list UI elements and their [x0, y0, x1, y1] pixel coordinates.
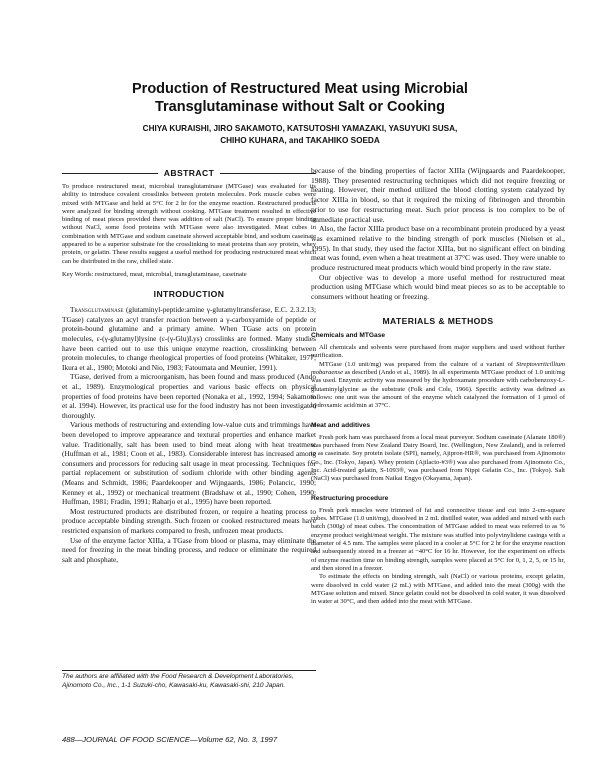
heading-rule-left	[62, 173, 158, 174]
authors-line-2: CHIHO KUHARA, and TAKAHIKO SOEDA	[220, 136, 380, 145]
left-column	[62, 166, 316, 564]
authors-line-1: CHIYA KURAISHI, JIRO SAKAMOTO, KATSUTOSHI YAMAZAKI, YASUYUKI SUSA,	[142, 124, 458, 133]
introduction-heading: INTRODUCTION	[153, 289, 225, 300]
footnote-divider	[62, 670, 316, 671]
intro-continued-paragraph-2: Also, the factor XIIIa product base on a recombinant protein produced by a yeast was examined relative to the binding strength of pork muscles (Nielsen et al., 1995). In that study, they used the factor XIIIa, but no significant effect on binding meat was found, even when a heat treatment at 37°C was used. They were unable to produce restructured meat products which would bind properly in the raw state.	[311, 224, 565, 273]
intro-paragraph-4: Most restructured products are distributed frozen, or require a heating process to produce acceptable binding strength. Such frozen or cooked restructured meats have restricted expansion of markets compared to fresh, unfrozen meat products.	[62, 506, 316, 535]
restructuring-paragraph-2: To estimate the effects on binding strength, salt (NaCl) or various proteins, except gelatin, were dissolved in cold water (2 mL) with MTGase, and added into the meat (300g) with the MTGase solution and mixed. Since gelatin could not be dissolved in cold water, it was dissolved in water at 30°C, and then added into the meat with MTGase.	[311, 573, 565, 606]
restructuring-paragraph-1: Fresh pork muscles were trimmed of fat and connective tissue and cut into 2-cm-square cubes. MTGase (1.0 unit/mg), dissolved in 2 mL distilled water, was added and mixed with each batch (300g) of meat cubes. The concentration of MTGase added to meat was referred to as % enzyme product weight/meat weight. The mixture was stuffed into polyvinylidene casings with a diameter of 4.5 mm. The samples were placed in a cooler at 5°C for 2 hr for the enzyme reaction and subsequently stored in a freezer at −40°C for 16 hr. However, for the experiment on effects of enzyme reaction time on binding strength, samples were placed at 5°C for 0, 1, 2, 5, or 15 hr, and then stored in a freezer.	[311, 506, 565, 573]
abstract-text: To produce restructured meat, microbial transglutaminase (MTGase) was evaluated for its ability to introduce covalent crosslinks between protein molecules. Pork muscle cubes were mixed with MTGase and held at 5°C for 2 hr for the enzyme reaction. Restructured products were analyzed for binding strength without cooking. MTGase treatment resulted in effective binding of meat pieces provided there was addition of salt (NaCl). To ensure proper binding without NaCl, some food proteins with MTGase were also investigated. Meat cubes in combination with MTGase and sodium caseinate showed acceptable bind, and sodium caseinate appeared to be a superior substrate for the crosslinking to meat proteins than soy protein, whey protein, or gelatin. These results suggest a useful method for producing restructured meat which can be distributed in the raw, chilled state.	[62, 183, 316, 265]
keywords: Key Words: restructured, meat, microbial, transglutaminase, caseinate	[62, 270, 247, 278]
chemicals-paragraph-2: MTGase (1.0 unit/mg) was prepared from the culture of a variant of Streptoverticillium mobaraense as described (Ando et al., 1989). In all experiments MTGase product of 1.0 unit/mg was used. Enzymic activity was measured by the hydroxamate procedure with carbobenzoxy-L-glutaminylglycine as the substrate (Folk and Cole, 1966). Specific activity was defined as follows: one unit was the amount of the enzyme which catalyzed the formation of 1 µmol of hydroxamic acid/min at 37°C.	[311, 360, 565, 410]
title-line-2: Transglutaminase without Salt or Cooking	[154, 99, 446, 115]
subheading-meat-additives: Meat and additives	[311, 421, 370, 429]
author-list	[0, 123, 600, 147]
species-name: Streptoverticillium mobaraense	[311, 360, 565, 376]
methods-heading: MATERIALS & METHODS	[382, 315, 494, 326]
chemicals-paragraph-1: All chemicals and solvents were purchased from major suppliers and used without further purification.	[311, 343, 565, 360]
right-column	[311, 166, 565, 607]
heading-rule-right	[220, 173, 316, 174]
subheading-chemicals: Chemicals and MTGase	[311, 331, 386, 339]
page-footer: 488—JOURNAL OF FOOD SCIENCE—Volume 62, No. 3, 1997	[62, 735, 278, 744]
author-affiliation-footnote: The authors are affiliated with the Food Research & Development Laboratories, Ajinomoto Co., Inc., 1-1 Suzuki-cho, Kawasaki-ku, Kawasaki-shi, 210 Japan.	[62, 673, 294, 689]
meat-additives-paragraph: Fresh pork ham was purchased from a local meat purveyor. Sodium caseinate (Alanate 180®) was purchased from New Zealand Dairy Board, Inc. (Wellington, New Zealand), and is referred to as caseinate. Soy protein isolate (SPI), namely, Ajipron-HR®, was purchased from Ajinomoto Co., Inc. (Tokyo, Japan). Whey protein (Ajilacto-#3®) was also purchased from Ajinomoto Co., Inc. Acid-treated gelatin, S-1093®, was purchased from Nippi Gelatin Co., Inc. (Tokyo). Salt (NaCl) was purchased from Naikai Engyo (Okayama, Japan).	[311, 433, 565, 483]
intro-paragraph-1: Transglutaminase (glutaminyl-peptide:amine γ-glutamyltransferase, E.C. 2.3.2.13; TGase) catalyzes an acyl transfer reaction between a γ-carboxyamide of peptide or protein-bound glutamine and a primary amine. When TGase acts on protein molecules, ε-(γ-glutamyl)lysine (ε-(γ-Glu)Lys) crosslinks are formed. Many studies have been carried out to use this unique enzyme reaction, crosslinking between protein molecules, to change rheological properties of food proteins (Whitaker, 1977; Ikura et al., 1980; Motoki and Nio, 1983; Fatoumata and Meunier, 1991).	[62, 305, 316, 372]
intro-continued-paragraph-1: because of the binding properties of factor XIIIa (Wijngaards and Paardekooper, 1988). They presented restructuring techniques which did not require freezing or heating. However, their method utilized the blood clotting system catalyzed by factor XIIIa in blood, so that it required the mixing of fibrinogen and thrombin prior to use for restructuring meat. Such prior process is too complex to be of immediate practical use.	[311, 166, 565, 224]
article-title	[0, 80, 600, 116]
intro-lead-word: Transglutaminase	[70, 305, 124, 315]
subheading-restructuring: Restructuring procedure	[311, 494, 389, 502]
intro-paragraph-2: TGase, derived from a microorganism, has been found and mass produced (Ando et al., 1989). Enzymological properties and various basic effects on physical properties of food proteins have been reported (Nonaka et al., 1992, 1994; Sakamoto et al. 1994). However, its practical use for the food industry has not been investigated thoroughly.	[62, 372, 316, 420]
abstract-heading: ABSTRACT	[62, 168, 316, 178]
intro-paragraph-5: Use of the enzyme factor XIIIa, a TGase from blood or plasma, may eliminate the need for freezing in the meat binding process, and reduce or eliminate the required salt and phosphate,	[62, 535, 316, 564]
intro-continued-paragraph-3: Our objective was to develop a more useful method for restructured meat production using MTGase which would bind meat pieces so as to be acceptable to consumers without heating or freezing.	[311, 272, 565, 302]
title-line-1: Production of Restructured Meat using Microbial	[132, 81, 468, 97]
intro-paragraph-3: Various methods of restructuring and extending low-value cuts and trimmings have been developed to improve appearance and textural properties and enhance market value. Traditionally, salt has been used to bind meat along with heat treatment (Huffman et al., 1981; Coon et al., 1983). Considerable interest has increased among consumers and processors for reducing salt usage in meat processing. Techniques for partial replacement or substitution of sodium chloride with other binding agents (Means and Schmidt, 1986; Paardekooper and Wijngaards, 1986; Polancic, 1990; Kenney et al., 1992) or mechanical treatment (Bradshaw et al., 1990; Cohen, 1990; Huffman, 1981; Fradin, 1991; Raharjo et al., 1995) have been reported.	[62, 420, 316, 507]
